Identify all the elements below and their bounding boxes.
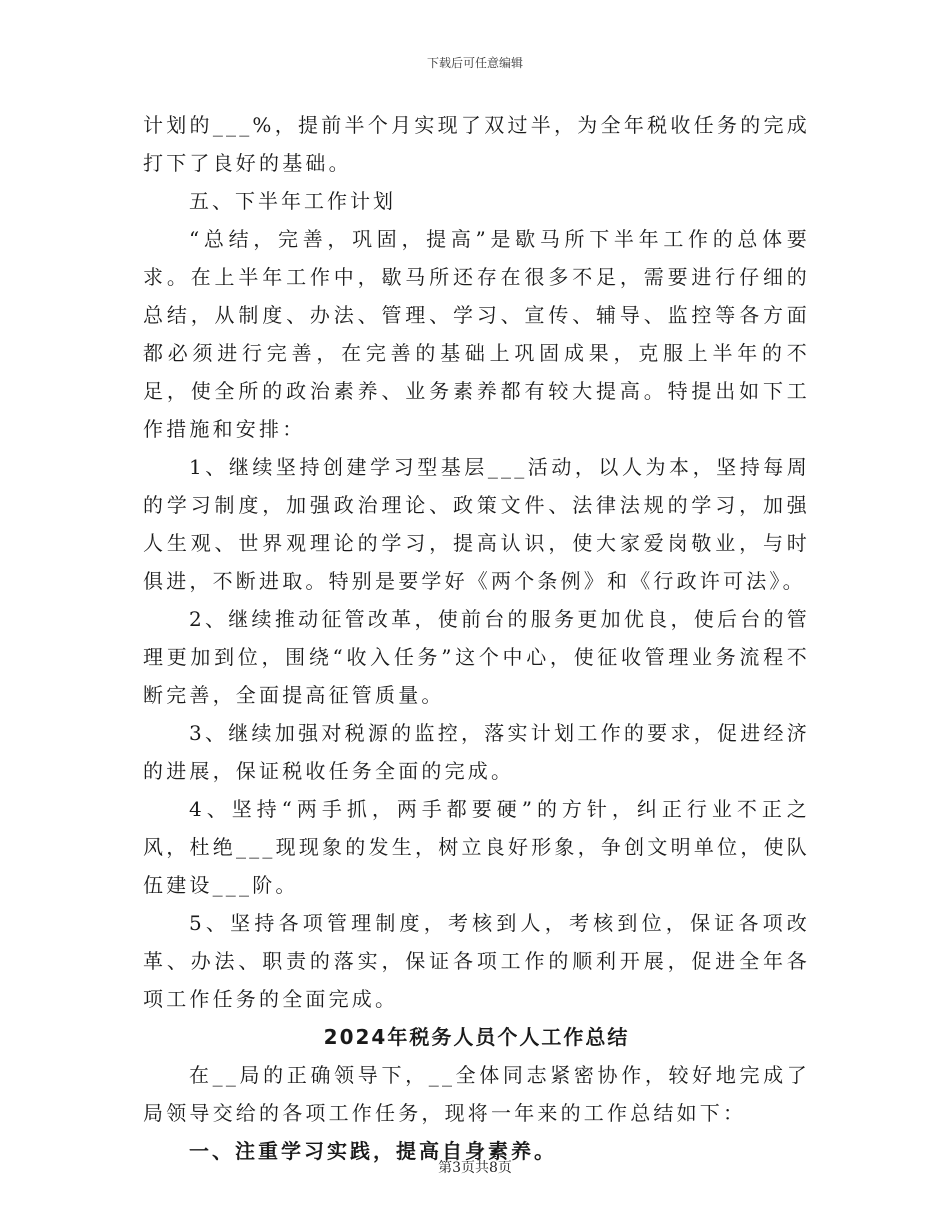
- page-header: 下载后可任意编辑: [426, 56, 523, 70]
- page-footer: 第3页共8页: [438, 1160, 512, 1176]
- list-item-4: 4、坚持“两手抓，两手都要硬”的方针，纠正行业不正之风，杜绝___现现象的发生，树立良好形象，争创文明单位，使队伍建设___阶。: [143, 797, 810, 897]
- paragraph-intro: 计划的___%，提前半个月实现了双过半，为全年税收任务的完成打下了良好的基础。: [143, 113, 810, 175]
- list-item-2: 2、继续推动征管改革，使前台的服务更加优良，使后台的管理更加到位，围绕“收入任务”这个中心，使征收管理业务流程不断完善，全面提高征管质量。: [143, 607, 810, 707]
- list-item-1: 1、继续坚持创建学习型基层___活动，以人为本，坚持每周的学习制度，加强政治理论、政策文件、法律法规的学习，加强人生观、世界观理论的学习，提高认识，使大家爱岗敬业，与时俱进，不断进取。特别是要学好《两个条例》和《行政许可法》。: [143, 455, 810, 593]
- document-title: 2024年税务人员个人工作总结: [323, 1025, 630, 1049]
- section-heading-5: 五、下半年工作计划: [189, 189, 396, 213]
- list-item-3: 3、继续加强对税源的监控，落实计划工作的要求，促进经济的进展，保证税收任务全面的完成。: [143, 721, 810, 783]
- paragraph-opening: 在__局的正确领导下，__全体同志紧密协作，较好地完成了局领导交给的各项工作任务，现将一年来的工作总结如下：: [143, 1063, 810, 1125]
- paragraph-summary: “总结，完善，巩固，提高”是歇马所下半年工作的总体要求。在上半年工作中，歇马所还存在很多不足，需要进行仔细的总结，从制度、办法、管理、学习、宣传、辅导、监控等各方面都必须进行完善，在完善的基础上巩固成果，克服上半年的不足，使全所的政治素养、业务素养都有较大提高。特提出如下工作措施和安排：: [143, 227, 810, 441]
- list-item-5: 5、坚持各项管理制度，考核到人，考核到位，保证各项改革、办法、职责的落实，保证各项工作的顺利开展，促进全年各项工作任务的全面完成。: [143, 911, 810, 1011]
- document-body: [143, 106, 810, 1170]
- section-heading-1: 一、注重学习实践，提高自身素养。: [189, 1139, 557, 1163]
